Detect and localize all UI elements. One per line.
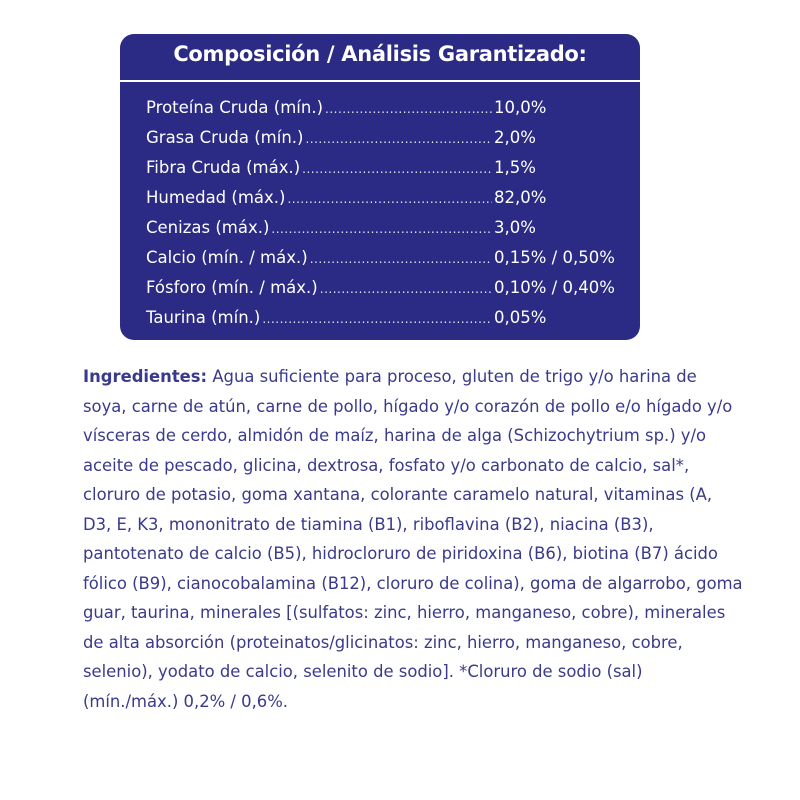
composition-row xyxy=(146,273,626,303)
row-label: Cenizas (máx.) xyxy=(146,218,270,237)
title-divider xyxy=(120,80,640,82)
dot-leader xyxy=(287,184,492,214)
row-value: 0,15% / 0,50% xyxy=(494,248,615,267)
row-value: 0,10% / 0,40% xyxy=(494,278,615,297)
dot-leader xyxy=(325,94,492,124)
row-label: Humedad (máx.) xyxy=(146,188,286,207)
dot-leader xyxy=(271,214,492,244)
row-label: Fósforo (mín. / máx.) xyxy=(146,278,318,297)
dot-leader xyxy=(305,124,492,154)
row-value: 10,0% xyxy=(494,98,547,117)
composition-table xyxy=(146,93,626,333)
composition-row xyxy=(146,213,626,243)
dot-leader xyxy=(310,244,492,274)
composition-row xyxy=(146,303,626,333)
composition-row xyxy=(146,123,626,153)
row-label: Fibra Cruda (máx.) xyxy=(146,158,301,177)
dot-leader xyxy=(320,274,492,304)
row-value: 1,5% xyxy=(494,158,536,177)
ingredients-text: Agua suficiente para proceso, gluten de trigo y/o harina de soya, carne de atún, carne de pollo, hígado y/o corazón de pollo e/o hígado y/o vísceras de cerdo, almidón de maíz, harina de alga (Schizochytrium sp.) y/o aceite de pescado, glicina, dextrosa, fosfato y/o carbonato de calcio, sal*, cloruro de potasio, goma xantana, colorante caramelo natural, vitaminas (A, D3, E, K3, mononitrato de tiamina (B1), riboflavina (B2), niacina (B3), pantotenato de calcio (B5), hidrocloruro de piridoxina (B6), biotina (B7) ácido fólico (B9), cianocobalamina (B12), cloruro de colina), goma de algarrobo, goma guar, taurina, minerales [(sulfatos: zinc, hierro, manganeso, cobre), minerales de alta absorción (proteinatos/glicinatos: zinc, hierro, manganeso, cobre, selenio), yodato de calcio, selenito de sodio]. *Cloruro de sodio (sal) (mín./máx.) 0,2% / 0,6%. xyxy=(83,367,743,711)
row-label: Proteína Cruda (mín.) xyxy=(146,98,324,117)
row-value: 82,0% xyxy=(494,188,547,207)
dot-leader xyxy=(262,304,492,334)
ingredients-heading: Ingredientes: xyxy=(83,367,208,386)
composition-title: Composición / Análisis Garantizado: xyxy=(173,42,587,66)
composition-row xyxy=(146,183,626,213)
row-value: 0,05% xyxy=(494,308,547,327)
row-value: 3,0% xyxy=(494,218,536,237)
row-label: Taurina (mín.) xyxy=(146,308,261,327)
dot-leader xyxy=(302,154,492,184)
composition-panel xyxy=(120,34,640,340)
row-value: 2,0% xyxy=(494,128,536,147)
composition-row xyxy=(146,153,626,183)
row-label: Grasa Cruda (mín.) xyxy=(146,128,304,147)
row-label: Calcio (mín. / máx.) xyxy=(146,248,308,267)
composition-row xyxy=(146,93,626,123)
composition-row xyxy=(146,243,626,273)
ingredients-paragraph xyxy=(83,362,743,716)
